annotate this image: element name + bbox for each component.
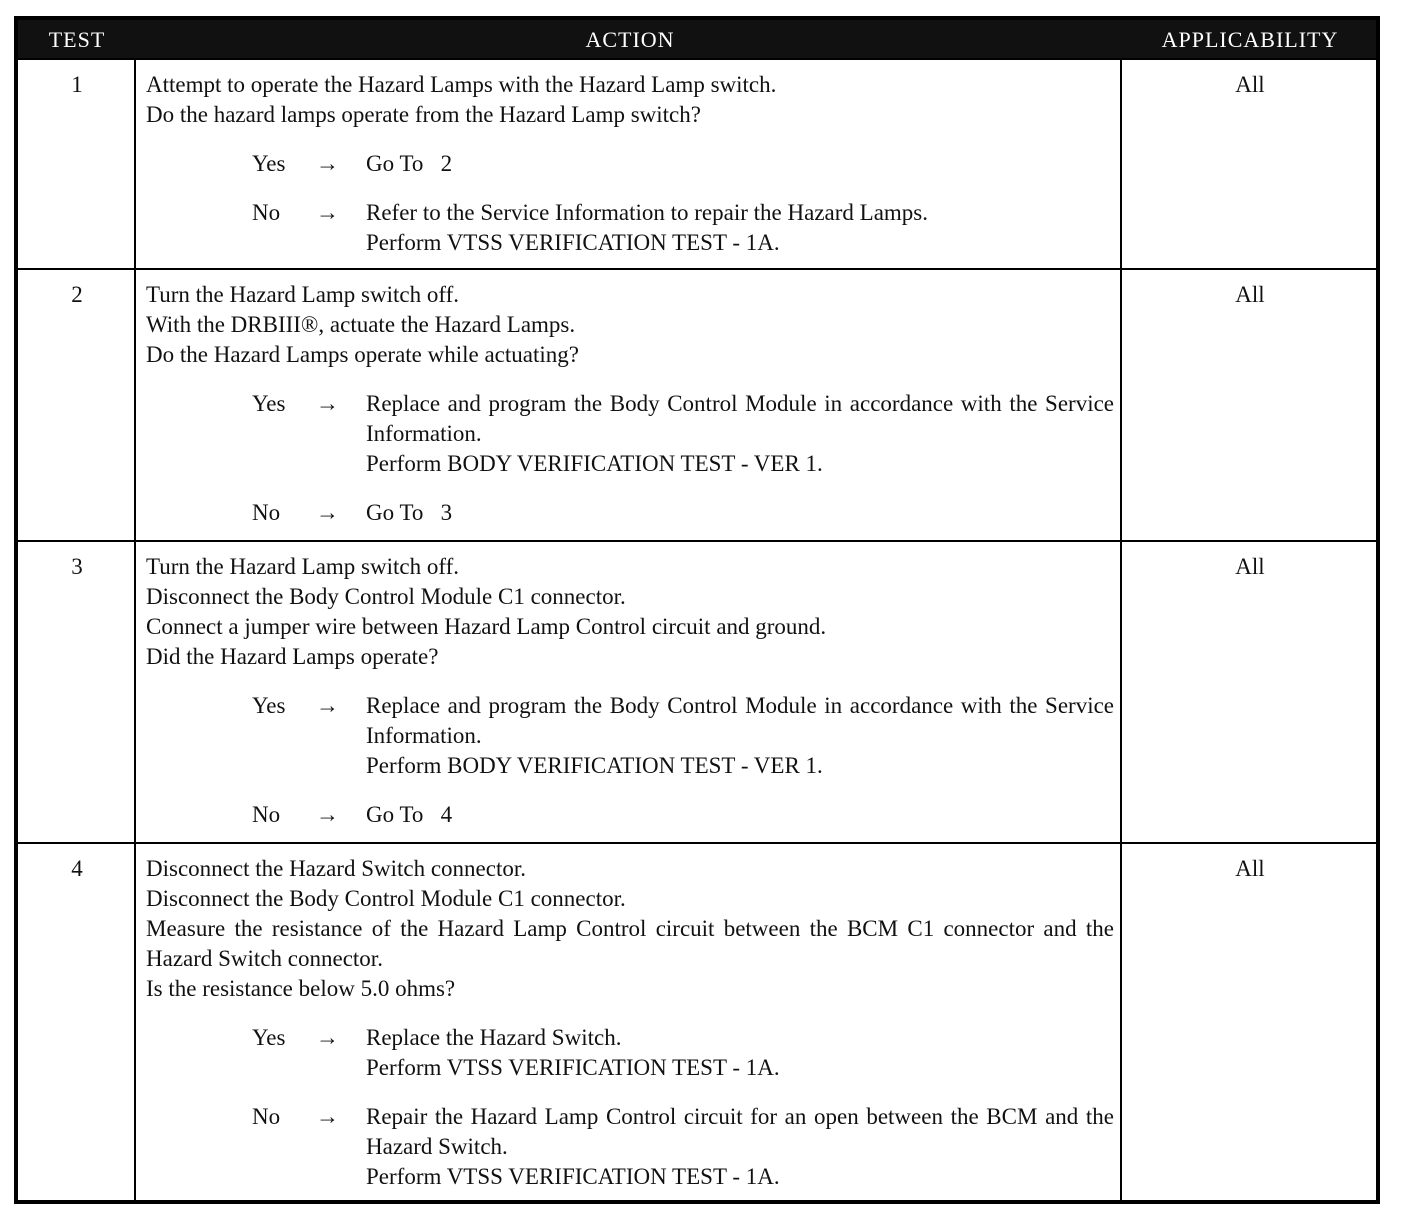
arrow-icon: → — [316, 500, 339, 525]
test-row-4 — [18, 842, 1376, 1200]
yes-branch — [146, 389, 1114, 479]
result-line: Replace and program the Body Control Module in accordance with the Service Information. — [366, 391, 1114, 446]
no-label: No — [252, 802, 281, 827]
header-applicability: APPLICABILITY — [1161, 27, 1339, 52]
no-label: No — [252, 200, 281, 225]
no-branch — [146, 800, 1114, 830]
action-step: Connect a jumper wire between Hazard Lamp Control circuit and ground. — [146, 614, 827, 639]
yes-result — [366, 691, 1114, 781]
result-line: Refer to the Service Information to repair the Hazard Lamps. — [366, 200, 928, 225]
no-result — [366, 1102, 1114, 1192]
applicability-cell: All — [1235, 856, 1265, 881]
test-row-2 — [18, 268, 1376, 542]
yes-label: Yes — [252, 693, 286, 718]
test-row-3 — [18, 540, 1376, 844]
action-step: Disconnect the Body Control Module C1 connector. — [146, 584, 626, 609]
yes-branch — [146, 1023, 1114, 1083]
action-step: Turn the Hazard Lamp switch off. — [146, 282, 459, 307]
action-cell — [146, 70, 1114, 258]
yes-label: Yes — [252, 1025, 286, 1050]
result-line: Perform BODY VERIFICATION TEST - VER 1. — [366, 753, 823, 778]
action-step: Disconnect the Hazard Switch connector. — [146, 856, 527, 881]
column-divider — [1120, 58, 1122, 1200]
arrow-icon: → — [316, 391, 339, 416]
action-question: Is the resistance below 5.0 ohms? — [146, 976, 456, 1001]
no-result — [366, 198, 1114, 258]
applicability-cell: All — [1235, 282, 1265, 307]
result-line: Perform VTSS VERIFICATION TEST - 1A. — [366, 1055, 780, 1080]
no-branch — [146, 498, 1114, 528]
result-line: Go To 4 — [366, 802, 453, 827]
result-line: Perform VTSS VERIFICATION TEST - 1A. — [366, 1164, 780, 1189]
result-line: Replace the Hazard Switch. — [366, 1025, 622, 1050]
action-question: Do the Hazard Lamps operate while actuating? — [146, 342, 579, 367]
test-number: 1 — [71, 72, 83, 97]
no-result — [366, 800, 1114, 830]
test-number: 4 — [71, 856, 83, 881]
action-step: Attempt to operate the Hazard Lamps with the Hazard Lamp switch. — [146, 72, 777, 97]
yes-branch — [146, 149, 1114, 179]
yes-result — [366, 1023, 1114, 1083]
no-result — [366, 498, 1114, 528]
diagnostic-test-table — [14, 16, 1380, 1204]
action-step: Measure the resistance of the Hazard Lamp Control circuit between the BCM C1 connector and the Hazard Switch connector. — [146, 916, 1114, 971]
action-question: Did the Hazard Lamps operate? — [146, 644, 439, 669]
arrow-icon: → — [316, 802, 339, 827]
action-step: Disconnect the Body Control Module C1 connector. — [146, 886, 626, 911]
no-label: No — [252, 1104, 281, 1129]
header-action: ACTION — [585, 27, 675, 52]
result-line: Perform VTSS VERIFICATION TEST - 1A. — [366, 230, 780, 255]
no-branch — [146, 1102, 1114, 1192]
result-line: Repair the Hazard Lamp Control circuit for an open between the BCM and the Hazard Switch. — [366, 1104, 1114, 1159]
yes-branch — [146, 691, 1114, 781]
action-cell — [146, 280, 1114, 528]
applicability-cell: All — [1235, 554, 1265, 579]
header-test: TEST — [48, 27, 106, 52]
test-number: 2 — [71, 282, 83, 307]
applicability-cell: All — [1235, 72, 1265, 97]
action-step: With the DRBIII®, actuate the Hazard Lamps. — [146, 312, 576, 337]
no-label: No — [252, 500, 281, 525]
arrow-icon: → — [316, 1025, 339, 1050]
action-cell — [146, 552, 1114, 830]
action-question: Do the hazard lamps operate from the Hazard Lamp switch? — [146, 102, 701, 127]
yes-label: Yes — [252, 151, 286, 176]
result-line: Go To 2 — [366, 151, 453, 176]
test-row-1 — [18, 58, 1376, 270]
arrow-icon: → — [316, 1104, 339, 1129]
yes-result — [366, 389, 1114, 479]
no-branch — [146, 198, 1114, 258]
arrow-icon: → — [316, 693, 339, 718]
arrow-icon: → — [316, 151, 339, 176]
action-cell — [146, 854, 1114, 1192]
action-step: Turn the Hazard Lamp switch off. — [146, 554, 459, 579]
result-line: Replace and program the Body Control Module in accordance with the Service Information. — [366, 693, 1114, 748]
arrow-icon: → — [316, 200, 339, 225]
column-divider — [134, 58, 136, 1200]
result-line: Go To 3 — [366, 500, 453, 525]
test-number: 3 — [71, 554, 83, 579]
yes-result — [366, 149, 1114, 179]
table-header — [18, 20, 1376, 58]
yes-label: Yes — [252, 391, 286, 416]
result-line: Perform BODY VERIFICATION TEST - VER 1. — [366, 451, 823, 476]
